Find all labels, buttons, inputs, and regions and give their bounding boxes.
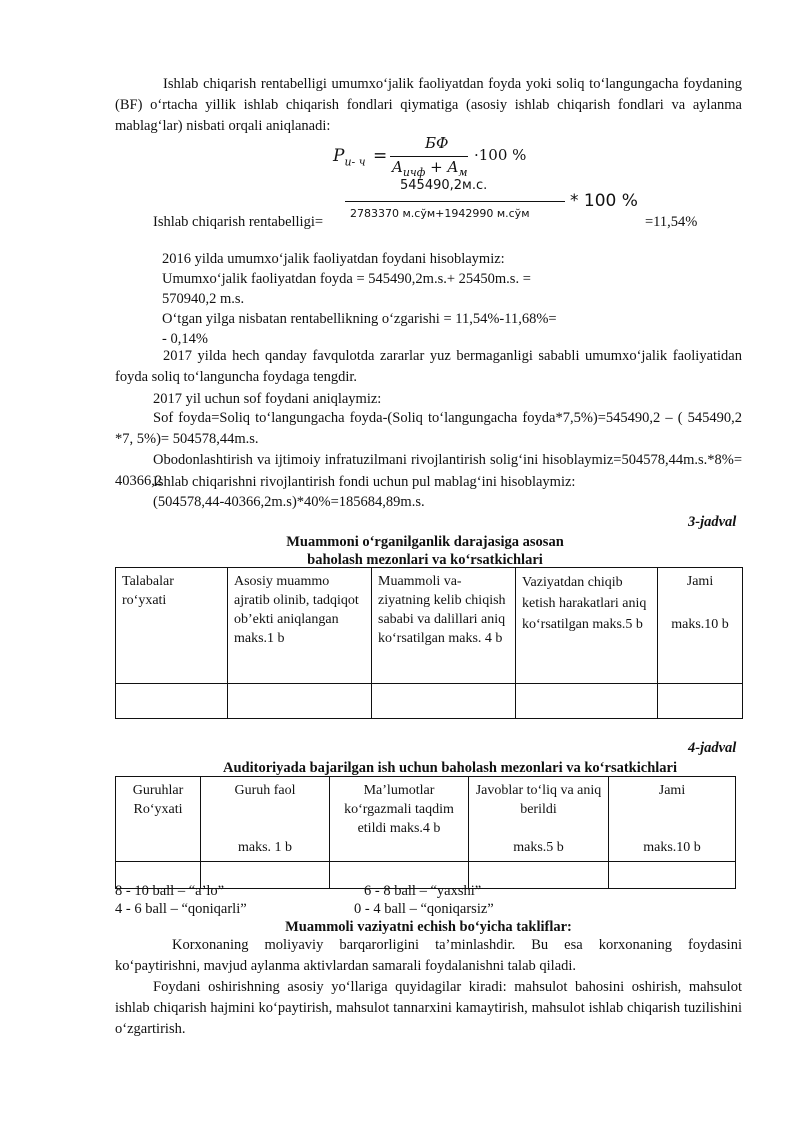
table3-title-line1: Muammoni o‘rganilganlik darajasiga asosan	[286, 534, 564, 550]
formula-multiplier: ·100 %	[474, 146, 527, 164]
takliflar-paragraph-1: Korxonaning moliyaviy barqarorligini ta’minlashdir. Bu esa korxonaning foydasini ko‘paytirishni, mavjud aylanma aktivlardan samarali foydalanishni talab qiladi.	[115, 937, 742, 974]
grade-alo: 8 - 10 ball – “a’lo”	[115, 883, 225, 899]
intro-paragraph: Ishlab chiqarish rentabelligi umumxo‘jalik faoliyatdan foyda yoki soliq to‘langungacha foydaning (BF) o‘rtacha yillik ishlab chiqarish fondlari qiymatiga (asosiy ishlab chiqarish fondlari va aylanma mablag‘lar) nisbati orqali aniqlanadi:	[115, 76, 742, 134]
table3-header-problem: Asosiy muammo ajratib olinib, tadqiqot ob’ekti aniqlangan maks.1 b	[228, 568, 372, 684]
table4-label: 4-jadval	[688, 740, 737, 756]
table3-header-actions: Vaziyatdan chiqib ketish harakatlari aniq ko‘rsatilgan maks.5 b	[516, 568, 658, 684]
table3-title-line2: baholash mezonlari va ko‘rsatkichlari	[307, 552, 543, 568]
table3-header-total: Jami maks.10 b	[658, 568, 743, 684]
text-line-2016: 2016 yilda umumxo‘jalik faoliyatdan foydani hisoblaymiz:	[162, 251, 505, 267]
text-line-fond: Ishlab chiqarishni rivojlantirish fondi uchun pul mablag‘ini hisoblaymiz:	[153, 474, 576, 490]
paragraph-2017: 2017 yilda hech qanday favqulotda zararlar yuz bermaganligi sababli umumxo‘jalik faoliyatidan foyda soliq to‘languncha foydaga tengdir.	[115, 348, 742, 385]
grade-qoniqarsiz: 0 - 4 ball – “qoniqarsiz”	[354, 901, 494, 917]
text-line-foyda-result: 570940,2 m.s.	[162, 291, 245, 307]
calc-fraction-bar	[345, 201, 565, 202]
paragraph-sof-foyda: Sof foyda=Soliq to‘langungacha foyda-(Soliq to‘langungacha foyda*7,5%)=545490,2 – ( 545490,2 *7, 5%)= 504578,44m.s.	[115, 410, 742, 447]
table3-empty-row	[116, 684, 743, 719]
text-line-foyda: Umumxo‘jalik faoliyatdan foyda = 545490,2m.s.+ 25450m.s. =	[162, 271, 531, 287]
table4	[115, 776, 736, 889]
formula-fraction-bar	[390, 156, 468, 157]
paragraph-obodonlashtirish: Obodonlashtirish va ijtimoiy infratuzilmani rivojlantirish solig‘ini hisoblaymiz=504578,44m.s.*8%= 40366,2	[115, 452, 742, 489]
text-line-sof-foyda: 2017 yil uchun sof foydani aniqlaymiz:	[153, 391, 382, 407]
table4-title: Auditoriyada bajarilgan ish uchun baholash mezonlari va ko‘rsatkichlari	[223, 760, 677, 776]
calc-denominator: 2783370 м.сўм+1942990 м.сўм	[350, 207, 530, 220]
table4-header-presented: Ma’lumotlar ko‘rgazmali taqdim etildi maks.4 b	[330, 777, 469, 862]
calc-numerator: 545490,2м.с.	[400, 178, 488, 193]
table4-header-row	[116, 777, 736, 862]
table3-label: 3-jadval	[688, 514, 737, 530]
table3-header-students: Talabalar ro‘yxati	[116, 568, 228, 684]
formula-lhs: $P_{и- ч}$	[333, 146, 366, 169]
formula-equals: =	[373, 146, 388, 166]
table4-header-groups: Guruhlar Ro‘yxati	[116, 777, 201, 862]
table3-header-cause: Muammoli va-ziyatning kelib chiqish sababi va dalillari aniq ko‘rsatilgan maks. 4 b	[372, 568, 516, 684]
text-line-fond-result: (504578,44-40366,2m.s)*40%=185684,89m.s.	[153, 494, 425, 510]
table4-header-active: Guruh faol maks. 1 b	[201, 777, 330, 862]
formula-denominator: $A_{ичф} + A_м$	[392, 158, 468, 179]
calc-label: Ishlab chiqarish rentabelligi=	[153, 214, 324, 230]
calc-multiplier: * 100 %	[570, 191, 638, 211]
text-line-ozgarish: O‘tgan yilga nisbatan rentabellikning o‘zgarishi = 11,54%-11,68%=	[162, 311, 557, 327]
calc-result: =11,54%	[645, 214, 698, 230]
table3	[115, 567, 743, 719]
formula-numerator: БФ	[425, 134, 449, 152]
grade-yaxshi: 6 - 8 ball – “yaxshi”	[364, 883, 482, 899]
takliflar-paragraph-2: Foydani oshirishning asosiy yo‘llariga quyidagilar kiradi: mahsulot bahosini oshirish, mahsulot ishlab chiqarish hajmini ko‘paytirish, mahsulot tannarxini kamaytirish, mahsulot ishlab chiqarish tuzilishini o‘zgartirish.	[115, 979, 742, 1037]
takliflar-heading: Muammoli vaziyatni echish bo‘yicha takliflar:	[285, 919, 572, 935]
text-line-ozgarish-result: - 0,14%	[162, 331, 208, 347]
grade-qoniqarli: 4 - 6 ball – “qoniqarli”	[115, 901, 247, 917]
table4-header-total: Jami maks.10 b	[609, 777, 736, 862]
table3-header-row	[116, 568, 743, 684]
table4-header-answers: Javoblar to‘liq va aniq berildi maks.5 b	[469, 777, 609, 862]
